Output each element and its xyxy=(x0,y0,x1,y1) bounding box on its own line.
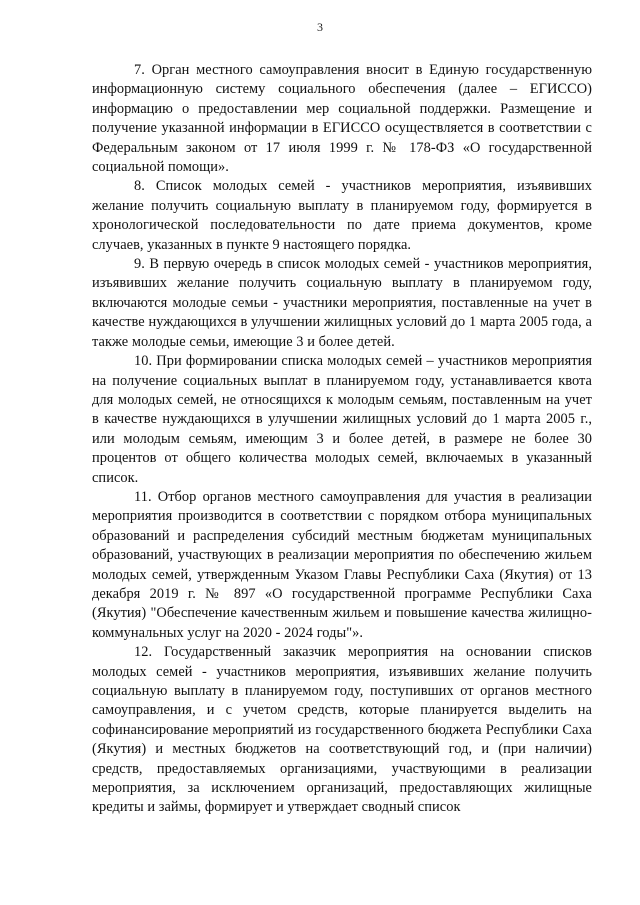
paragraph-12: 12. Государственный заказчик мероприятия на основании списков молодых семей - участников мероприятия, изъявивших желание получить социальную выплату в планируемом году, поступивших от органов местного самоуправления, и с учетом средств, которые планируется выделить на софинансирование мероприятий из государственного бюджета Республики Саха (Якутия) и местных бюджетов на соответствующий год, и (при наличии) средств, предоставляемых организациями, участвующими в реализации мероприятия, за исключением организаций, предоставляющих жилищные кредиты и займы, формирует и утверждает сводный список xyxy=(92,644,592,816)
paragraph-11: 11. Отбор органов местного самоуправления для участия в реализации мероприятия производится в соответствии с порядком отбора муниципальных образований и распределения субсидий местным бюджетам муниципальных образований, участвующих в реализации мероприятия по обеспечению жильем молодых семей, утвержденным Указом Главы Республики Саха (Якутия) от 13 декабря 2019 г. № 897 «О государственной программе Республики Саха (Якутия) "Обеспечение качественным жильем и повышение качества жилищно- коммунальных услуг на 2020 - 2024 годы"». xyxy=(92,488,592,641)
document-body xyxy=(92,61,592,818)
paragraph-8: 8. Список молодых семей - участников мероприятия, изъявивших желание получить социальную выплату в планируемом году, формируется в хронологической последовательности по дате приема документов, кроме случаев, указанных в пункте 9 настоящего порядка. xyxy=(92,178,592,253)
paragraph-10: 10. При формировании списка молодых семей – участников мероприятия на получение социальных выплат в планируемом году, устанавливается квота для молодых семей, не относящихся к молодым семьям, поставленным на учет в качестве нуждающихся в улучшении жилищных условий до 1 марта 2005 г., или молодым семьям, имеющим 3 и более детей, в размере не более 30 процентов от общего количества молодых семей, включаемых в указанный список. xyxy=(92,353,592,486)
paragraph-9: 9. В первую очередь в список молодых семей - участников мероприятия, изъявивших желание получить социальную выплату в планируемом году, включаются молодые семьи - участники мероприятия, поставленные на учет в качестве нуждающихся в улучшении жилищных условий до 1 марта 2005 года, а также молодые семьи, имеющие 3 и более детей. xyxy=(92,256,592,350)
page-number: 3 xyxy=(317,20,323,34)
paragraph-7: 7. Орган местного самоуправления вносит в Единую государственную информационную систему социального обеспечения (далее – ЕГИССО) информацию о предоставлении мер социальной поддержки. Размещение и получение указанной информации в ЕГИССО осуществляется в соответствии с Федеральным законом от 17 июля 1999 г. № 178-ФЗ «О государственной социальной помощи». xyxy=(92,62,592,176)
